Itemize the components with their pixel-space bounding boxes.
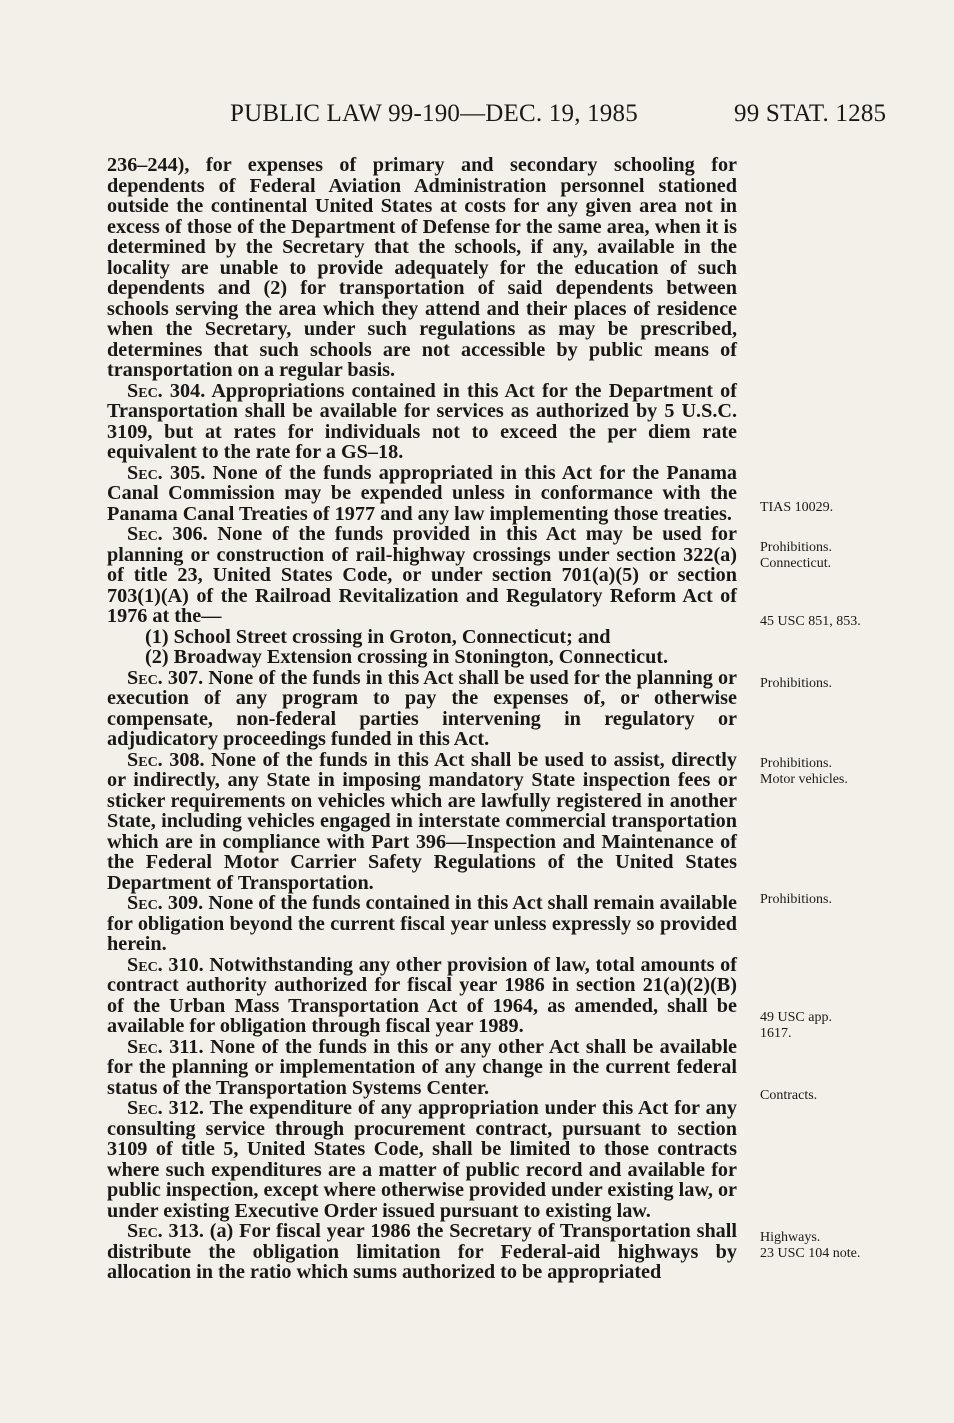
margin-note-line: 23 USC 104 note. (760, 1246, 861, 1261)
margin-note (760, 676, 832, 692)
section-text: None of the funds provided in this Act may be used for planning or construction of rail-highway crossings under section 322(a) of title 23, United States Code, or under section 701(a)(5) or section 703(1)(A) of the Railroad Revitalization and Regulatory Reform Act of 1976 at the— (107, 523, 737, 627)
margin-note-line: Contracts. (760, 1088, 818, 1103)
margin-note (760, 614, 861, 630)
subsection-text: (1) School Street crossing in Groton, Connecticut; and (145, 625, 611, 648)
margin-note (760, 1230, 860, 1262)
section-text: None of the funds in this Act shall be used for the planning or execution of any program to pay the expenses of, or otherwise compensate, non-federal parties intervening in regulatory or adjudicatory proceedings funded in this Act. (107, 666, 738, 750)
margin-note-line: Motor vehicles. (760, 772, 848, 787)
margin-note-line: 1617. (760, 1026, 792, 1041)
margin-note-line: Prohibitions. (760, 676, 832, 691)
margin-note (760, 756, 848, 788)
margin-note-line: 49 USC app. (760, 1010, 832, 1025)
section-label: Sec. 312. (127, 1097, 204, 1119)
section-text: None of the funds in this or any other Act shall be available for the planning or implementation of any change in the current federal status of the Transportation Systems Center. (107, 1035, 738, 1099)
section-text: (a) For fiscal year 1986 the Secretary of Transportation shall distribute the obligation limitation for Federal-aid highways by allocation in the ratio which sums authorized to be appropriated (107, 1220, 737, 1283)
margin-note-line: Prohibitions. (760, 892, 832, 907)
section-text: None of the funds appropriated in this Act for the Panama Canal Commission may be expended unless in conformance with the Panama Canal Treaties of 1977 and any law implementing those treaties. (107, 461, 737, 525)
running-head: PUBLIC LAW 99-190—DEC. 19, 1985 (230, 100, 638, 127)
section-label: Sec. 304. (127, 379, 206, 402)
margin-note (760, 540, 832, 572)
section-label: Sec. 309. (127, 892, 204, 914)
margin-note-line: TIAS 10029. (760, 500, 834, 515)
margin-note-line: 45 USC 851, 853. (760, 614, 861, 629)
section-label: Sec. 305. (127, 461, 206, 484)
margin-note-line: Connecticut. (760, 556, 832, 571)
section-text: The expenditure of any appropriation under this Act for any consulting service through procurement contract, pursuant to section 3109 of title 5, United States Code, shall be limited to those contracts where such expenditures are a matter of public record and available for public inspection, except where otherwise provided under existing law, or under existing Executive Order issued pursuant to existing law. (107, 1097, 737, 1222)
section-text: Appropriations contained in this Act for the Department of Transportation shall be available for services as authorized by 5 U.S.C. 3109, but at rates for individuals not to exceed the per diem rate equivalent to the rate for a GS–18. (107, 379, 737, 463)
section-text: None of the funds in this Act shall be used to assist, directly or indirectly, any State in imposing mandatory State inspection fees or sticker requirements on vehicles which are lawfully registered in another State, including vehicles engaged in interstate commercial transportation which are in compliance with Part 396—Inspection and Maintenance of the Federal Motor Carrier Safety Regulations of the United States Department of Transportation. (107, 748, 737, 894)
section-text: Notwithstanding any other provision of law, total amounts of contract authority authorized for fiscal year 1986 in section 21(a)(2)(B) of the Urban Mass Transportation Act of 1964, as amended, shall be available for obligation through fiscal year 1989. (107, 953, 737, 1037)
margin-note (760, 892, 832, 908)
margin-note-line: Highways. (760, 1230, 821, 1245)
section-label: Sec. 306. (127, 523, 208, 545)
paragraph-text: 236–244), for expenses of primary and secondary schooling for dependents of Federal Aviation Administration personnel stationed outside the continental United States at costs for any given area not in excess of those of the Department of Defense for the same area, when it is determined by the Secretary that the schools, if any, available in the locality are unable to provide adequately for the education of such dependents and (2) for transportation of said dependents between schools serving the area which they attend and their places of residence when the Secretary, under such regulations as may be prescribed, determines that such schools are not accessible by public means of transportation on a regular basis. (107, 154, 737, 381)
section-label: Sec. 308. (127, 748, 205, 771)
section-label: Sec. 310. (127, 953, 204, 976)
margin-note (760, 500, 833, 516)
margin-note (760, 1088, 817, 1104)
margin-note-line: Prohibitions. (760, 540, 832, 555)
section-label: Sec. 311. (127, 1035, 204, 1058)
section-text: None of the funds contained in this Act shall remain available for obligation beyond the current fiscal year unless expressly so provided herein. (107, 892, 738, 955)
margin-note (760, 1010, 832, 1042)
margin-note-line: Prohibitions. (760, 756, 832, 771)
page-number: 99 STAT. 1285 (734, 100, 887, 127)
section-label: Sec. 307. (127, 666, 204, 689)
section-label: Sec. 313. (127, 1220, 204, 1242)
subsection-text: (2) Broadway Extension crossing in Stonington, Connecticut. (145, 646, 669, 668)
